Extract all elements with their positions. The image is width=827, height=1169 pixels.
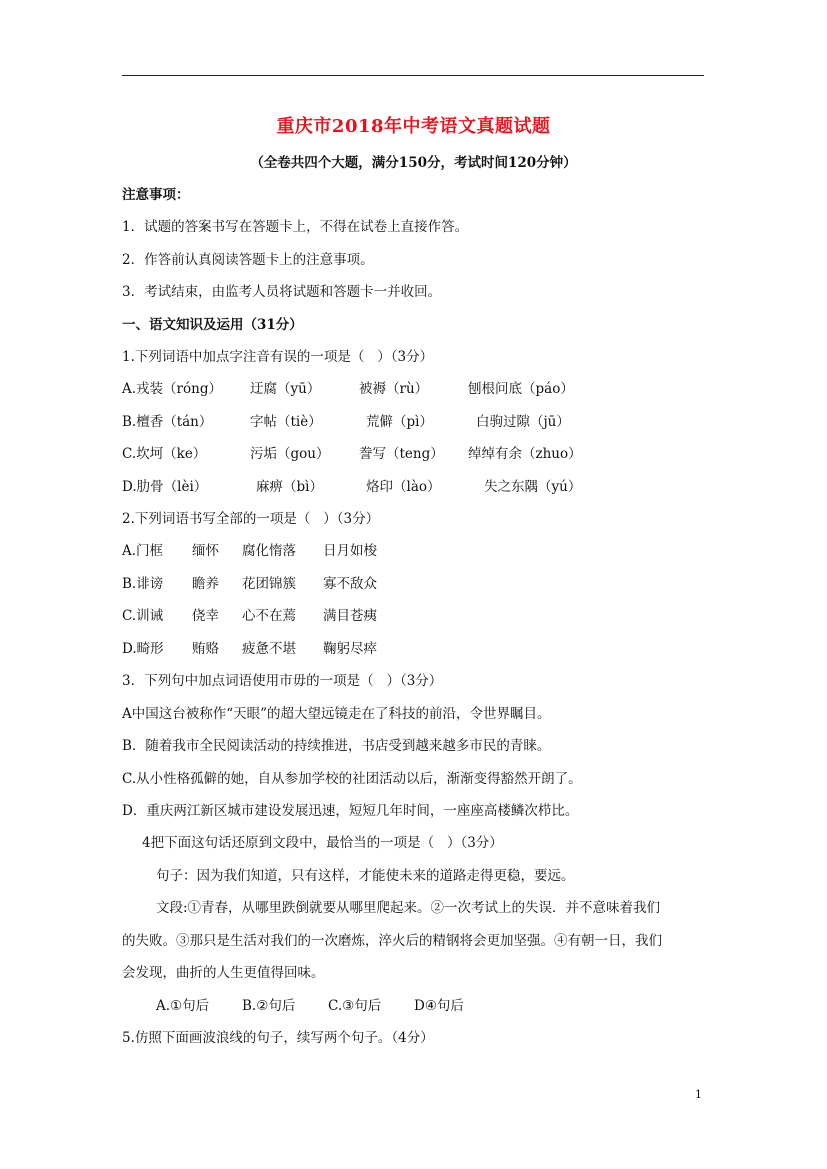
page-number: 1 [695,1088,702,1101]
notice-item: 3．考试结束，由监考人员将试题和答题卡一并收回。 [122,284,442,300]
question-4-stem: 4把下面这句话还原到文段中，最恰当的一项是（ ）（3分） [142,835,503,851]
question-4-passage: 会发现，曲折的人生更值得回味。 [122,965,325,981]
question-3-stem: 3．下列句中加点词语使用市毋的一项是（ ）（3分） [122,673,443,689]
question-3-option-b: B．随着我市全民阅读活动的持续推进，书店受到越来越多市民的青睐。 [122,738,551,754]
question-2-stem: 2.下列词语书写全部的一项是（ ）（3分） [122,511,380,527]
notice-item: 1．试题的答案书写在答题卡上，不得在试卷上直接作答。 [122,219,469,235]
question-4-passage: 的失败。③那只是生活对我们的一次磨炼，淬火后的精钢将会更加坚强。④有朝一日，我们 [122,933,662,949]
exam-info: （全卷共四个大题，满分150分，考试时间120分钟） [250,155,577,171]
page-title: 重庆市2018年中考语文真题试题 [276,116,551,137]
section-heading: 一、语文知识及运用（31分） [122,317,303,333]
question-3-option-d: D．重庆两江新区城市建设发展迅速，短短几年时间，一座座高楼鳞次栉比。 [122,803,579,819]
header-rule [122,75,704,76]
notice-item: 2．作答前认真阅读答题卡上的注意事项。 [122,252,374,268]
question-4-sentence: 句子：因为我们知道，只有这样，才能使未来的道路走得更稳，要远。 [156,868,575,884]
question-3-option-a: A中国这台被称作“天眼”的超大望远镜走在了科技的前沿，令世界瞩目。 [122,706,551,722]
question-4-passage: 文段:①青春，从哪里跌倒就要从哪里爬起来。②一次考试上的失误．并不意味着我们 [156,900,661,916]
question-5-stem: 5.仿照下面画波浪线的句子，续写两个句子。（4分） [122,1030,434,1046]
question-1-stem: 1.下列词语中加点字注音有误的一项是（ ）（3分） [122,349,434,365]
notice-heading: 注意事项： [122,187,190,203]
question-3-option-c: C.从小性格孤僻的她，自从参加学校的社团活动以后，渐渐变得豁然开朗了。 [122,771,582,787]
